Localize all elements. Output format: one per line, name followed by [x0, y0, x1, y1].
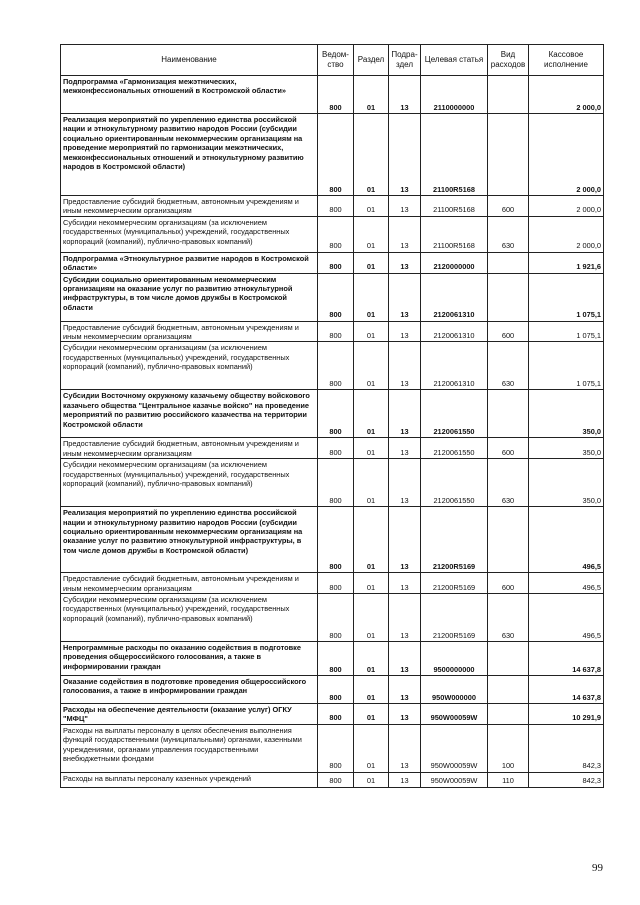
cell-subsection: 13: [389, 676, 421, 704]
table-row: [61, 76, 604, 114]
cell-exptype: 600: [488, 196, 529, 217]
header-subsection: Подра-здел: [389, 45, 421, 76]
cell-name: Расходы на обеспечение деятельности (оказание услуг) ОГКУ "МФЦ": [61, 704, 318, 725]
cell-dept: 800: [318, 459, 354, 507]
cell-dept: 800: [318, 724, 354, 772]
table-row: [61, 252, 604, 273]
cell-dept: 800: [318, 573, 354, 594]
cell-name: Реализация мероприятий по укреплению единства российской нации и этнокультурному развитию народов России (субсидии социально ориентированным некоммерческим организациям на проведение мероприятий по гармонизации межэтнических, межконфессиональных отношений и этнокультурному развитию народов в Костромской области): [61, 114, 318, 196]
cell-name: Оказание содействия в подготовке проведения общероссийского голосования, а также в информировании граждан: [61, 676, 318, 704]
budget-table: [60, 44, 604, 788]
table-row: [61, 459, 604, 507]
cell-exptype: [488, 252, 529, 273]
cell-name: Субсидии социально ориентированным некоммерческим организациям на оказание услуг по развитию этнокультурной инфраструктуры, в том числе домов дружбы в Костромской области: [61, 273, 318, 321]
cell-amount: 1 075,1: [529, 342, 604, 390]
cell-target: 2120061550: [421, 390, 488, 438]
cell-subsection: 13: [389, 114, 421, 196]
cell-target: 21200R5169: [421, 573, 488, 594]
cell-section: 01: [354, 594, 389, 642]
table-row: [61, 724, 604, 772]
cell-amount: 14 637,8: [529, 676, 604, 704]
cell-target: 2120061550: [421, 459, 488, 507]
cell-subsection: 13: [389, 573, 421, 594]
cell-name: Подпрограмма «Гармонизация межэтнических, межконфессиональных отношений в Костромской области»: [61, 76, 318, 114]
cell-name: Субсидии некоммерческим организациям (за исключением государственных (муниципальных) учреждений, государственных корпораций (компаний), публично-правовых компаний): [61, 342, 318, 390]
cell-exptype: [488, 507, 529, 573]
cell-exptype: [488, 273, 529, 321]
cell-amount: 1 075,1: [529, 321, 604, 342]
cell-subsection: 13: [389, 594, 421, 642]
table-row: [61, 321, 604, 342]
cell-subsection: 13: [389, 273, 421, 321]
cell-subsection: 13: [389, 321, 421, 342]
header-section: Раздел: [354, 45, 389, 76]
header-target: Целевая статья: [421, 45, 488, 76]
table-row: [61, 573, 604, 594]
table-row: [61, 196, 604, 217]
cell-exptype: [488, 676, 529, 704]
cell-dept: 800: [318, 390, 354, 438]
cell-exptype: [488, 390, 529, 438]
cell-section: 01: [354, 114, 389, 196]
cell-section: 01: [354, 321, 389, 342]
cell-subsection: 13: [389, 507, 421, 573]
cell-amount: 2 000,0: [529, 114, 604, 196]
cell-target: 21100R5168: [421, 196, 488, 217]
cell-section: 01: [354, 390, 389, 438]
cell-amount: 2 000,0: [529, 196, 604, 217]
cell-amount: 10 291,9: [529, 704, 604, 725]
table-row: [61, 342, 604, 390]
table-header-row: [61, 45, 604, 76]
cell-exptype: 100: [488, 724, 529, 772]
cell-dept: 800: [318, 594, 354, 642]
header-exptype: Вид расходов: [488, 45, 529, 76]
cell-subsection: 13: [389, 390, 421, 438]
cell-section: 01: [354, 704, 389, 725]
cell-exptype: [488, 114, 529, 196]
table-row: [61, 772, 604, 787]
cell-name: Субсидии некоммерческим организациям (за исключением государственных (муниципальных) учреждений, государственных корпораций (компаний), публично-правовых компаний): [61, 594, 318, 642]
table-row: [61, 704, 604, 725]
cell-dept: 800: [318, 76, 354, 114]
cell-target: 21100R5168: [421, 114, 488, 196]
cell-name: Субсидии некоммерческим организациям (за исключением государственных (муниципальных) учреждений, государственных корпораций (компаний), публично-правовых компаний): [61, 459, 318, 507]
cell-dept: 800: [318, 507, 354, 573]
cell-exptype: 630: [488, 342, 529, 390]
cell-amount: 2 000,0: [529, 216, 604, 252]
cell-exptype: [488, 704, 529, 725]
cell-name: Предоставление субсидий бюджетным, автономным учреждениям и иным некоммерческим организациям: [61, 321, 318, 342]
cell-amount: 842,3: [529, 772, 604, 787]
header-dept: Ведом-ство: [318, 45, 354, 76]
table-row: [61, 390, 604, 438]
cell-target: 950W00059W: [421, 772, 488, 787]
cell-subsection: 13: [389, 252, 421, 273]
cell-section: 01: [354, 676, 389, 704]
cell-name: Предоставление субсидий бюджетным, автономным учреждениям и иным некоммерческим организациям: [61, 196, 318, 217]
cell-subsection: 13: [389, 642, 421, 676]
cell-amount: 496,5: [529, 507, 604, 573]
cell-subsection: 13: [389, 76, 421, 114]
cell-section: 01: [354, 459, 389, 507]
cell-amount: 1 075,1: [529, 273, 604, 321]
cell-name: Подпрограмма «Этнокультурное развитие народов в Костромской области»: [61, 252, 318, 273]
header-amount: Кассовое исполнение: [529, 45, 604, 76]
cell-dept: 800: [318, 321, 354, 342]
cell-section: 01: [354, 273, 389, 321]
budget-table-sheet: [60, 44, 603, 788]
cell-subsection: 13: [389, 459, 421, 507]
table-row: [61, 273, 604, 321]
cell-section: 01: [354, 507, 389, 573]
cell-target: 950W00059W: [421, 724, 488, 772]
table-row: [61, 507, 604, 573]
cell-exptype: 630: [488, 216, 529, 252]
cell-amount: 496,5: [529, 573, 604, 594]
cell-exptype: 110: [488, 772, 529, 787]
cell-target: 21200R5169: [421, 594, 488, 642]
cell-amount: 1 921,6: [529, 252, 604, 273]
cell-amount: 350,0: [529, 390, 604, 438]
cell-dept: 800: [318, 676, 354, 704]
cell-amount: 842,3: [529, 724, 604, 772]
cell-section: 01: [354, 252, 389, 273]
cell-name: Расходы на выплаты персоналу казенных учреждений: [61, 772, 318, 787]
cell-name: Реализация мероприятий по укреплению единства российской нации и этнокультурному развитию народов России (субсидии социально ориентированным некоммерческим организациям на оказание услуг по развитию этнокультурной инфраструктуры, в том числе домов дружбы в Костромской области): [61, 507, 318, 573]
cell-dept: 800: [318, 438, 354, 459]
cell-section: 01: [354, 76, 389, 114]
cell-dept: 800: [318, 273, 354, 321]
cell-target: 2120061550: [421, 438, 488, 459]
cell-name: Предоставление субсидий бюджетным, автономным учреждениям и иным некоммерческим организациям: [61, 573, 318, 594]
table-row: [61, 676, 604, 704]
table-row: [61, 216, 604, 252]
cell-subsection: 13: [389, 438, 421, 459]
cell-exptype: 600: [488, 573, 529, 594]
cell-section: 01: [354, 772, 389, 787]
cell-target: 2110000000: [421, 76, 488, 114]
cell-name: Субсидии некоммерческим организациям (за исключением государственных (муниципальных) учреждений, государственных корпораций (компаний), публично-правовых компаний): [61, 216, 318, 252]
table-row: [61, 114, 604, 196]
cell-name: Непрограммные расходы по оказанию содействия в подготовке проведения общероссийского голосования, а также в информировании граждан: [61, 642, 318, 676]
cell-section: 01: [354, 724, 389, 772]
cell-amount: 350,0: [529, 459, 604, 507]
cell-target: 9500000000: [421, 642, 488, 676]
cell-section: 01: [354, 642, 389, 676]
cell-target: 21200R5169: [421, 507, 488, 573]
cell-amount: 14 637,8: [529, 642, 604, 676]
cell-dept: 800: [318, 196, 354, 217]
cell-target: 2120061310: [421, 342, 488, 390]
cell-dept: 800: [318, 642, 354, 676]
table-row: [61, 642, 604, 676]
cell-dept: 800: [318, 772, 354, 787]
cell-section: 01: [354, 196, 389, 217]
cell-target: 2120061310: [421, 273, 488, 321]
cell-exptype: [488, 76, 529, 114]
cell-dept: 800: [318, 252, 354, 273]
cell-target: 21100R5168: [421, 216, 488, 252]
cell-name: Предоставление субсидий бюджетным, автономным учреждениям и иным некоммерческим организациям: [61, 438, 318, 459]
cell-amount: 496,5: [529, 594, 604, 642]
table-row: [61, 438, 604, 459]
cell-section: 01: [354, 342, 389, 390]
cell-subsection: 13: [389, 342, 421, 390]
page-number: 99: [592, 862, 603, 874]
cell-dept: 800: [318, 342, 354, 390]
cell-exptype: 600: [488, 321, 529, 342]
cell-subsection: 13: [389, 704, 421, 725]
cell-target: 950W00059W: [421, 704, 488, 725]
cell-subsection: 13: [389, 724, 421, 772]
cell-target: 950W000000: [421, 676, 488, 704]
cell-exptype: 630: [488, 459, 529, 507]
cell-section: 01: [354, 438, 389, 459]
cell-exptype: [488, 642, 529, 676]
cell-target: 2120000000: [421, 252, 488, 273]
cell-dept: 800: [318, 704, 354, 725]
cell-exptype: 600: [488, 438, 529, 459]
table-body: [61, 76, 604, 788]
cell-name: Субсидии Восточному окружному казачьему обществу войскового казачьего общества "Центральное казачье войско" на проведение мероприятий по развитию российского казачества на территории Костромской области: [61, 390, 318, 438]
cell-amount: 350,0: [529, 438, 604, 459]
cell-dept: 800: [318, 216, 354, 252]
cell-exptype: 630: [488, 594, 529, 642]
cell-amount: 2 000,0: [529, 76, 604, 114]
cell-section: 01: [354, 573, 389, 594]
cell-target: 2120061310: [421, 321, 488, 342]
cell-subsection: 13: [389, 196, 421, 217]
table-row: [61, 594, 604, 642]
cell-dept: 800: [318, 114, 354, 196]
cell-subsection: 13: [389, 216, 421, 252]
header-name: Наименование: [61, 45, 318, 76]
cell-subsection: 13: [389, 772, 421, 787]
cell-name: Расходы на выплаты персоналу в целях обеспечения выполнения функций государственными (муниципальными) органами, казенными учреждениями, органами управления государственными внебюджетными фондами: [61, 724, 318, 772]
cell-section: 01: [354, 216, 389, 252]
